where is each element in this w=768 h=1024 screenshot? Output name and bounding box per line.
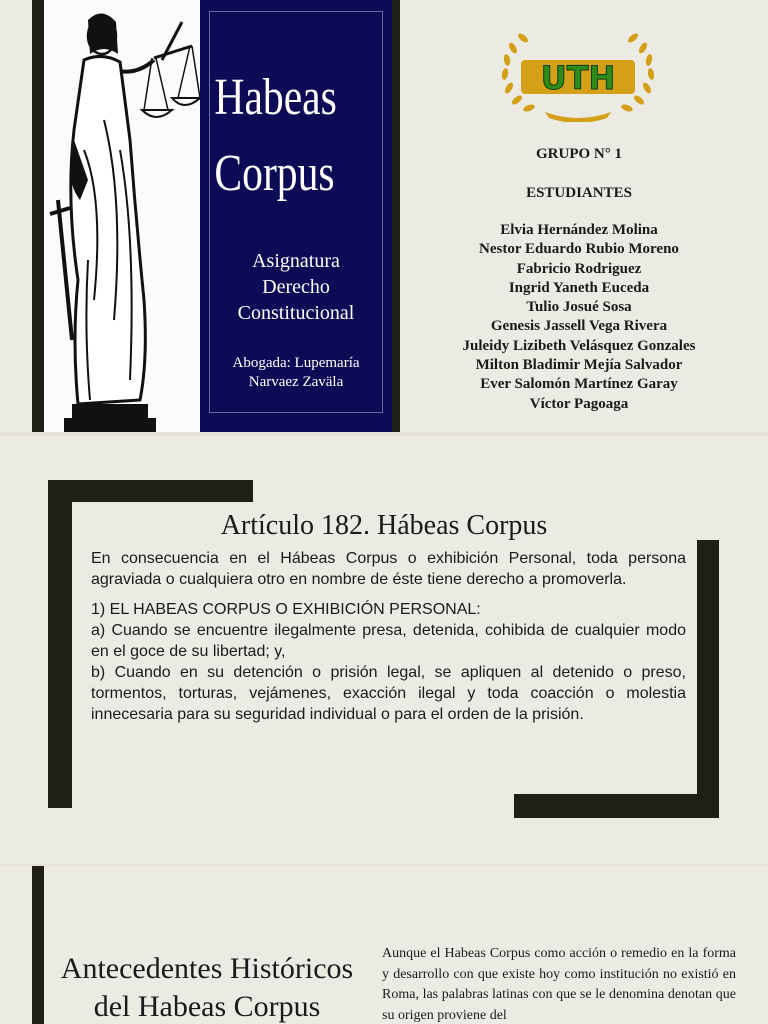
student-name: Tulio Josué Sosa — [526, 299, 632, 316]
lady-justice-icon — [44, 0, 200, 432]
students-heading: ESTUDIANTES — [526, 185, 632, 201]
article-title: Artículo 182. Hábeas Corpus — [220, 510, 548, 541]
student-name: Milton Bladimir Mejía Salvador — [475, 357, 683, 374]
student-name: Fabricio Rodriguez — [516, 260, 642, 277]
svg-text:UTH: UTH — [540, 59, 616, 97]
student-name: Genesis Jassell Vega Rivera — [490, 318, 668, 335]
student-name: Nestor Eduardo Rubio Moreno — [479, 241, 679, 258]
history-title-line-1: Antecedentes Históricos — [60, 952, 354, 985]
decorative-bar — [392, 0, 400, 432]
title-line-1: Habeas — [214, 69, 337, 126]
group-number: GRUPO N° 1 — [536, 146, 622, 162]
decorative-bar — [32, 866, 44, 1024]
lawyer-line-2: Narvaez Zaväla — [248, 374, 344, 390]
students-list — [420, 221, 738, 414]
title-line-2: Corpus — [214, 145, 335, 202]
history-slide — [0, 866, 768, 1024]
student-name: Víctor Pagoaga — [529, 395, 629, 412]
student-name: Ever Salomón Martínez Garay — [480, 376, 678, 393]
subject-line-1: Asignatura — [252, 250, 340, 272]
uth-logo — [495, 28, 661, 122]
student-name: Elvia Hernández Molina — [500, 222, 658, 238]
cover-slide — [0, 0, 768, 432]
article-point-b: b) Cuando en su detención o prisión legal, se apliquen al detenido o preso, tormentos, torturas, vejámenes, exacción ilegal y toda coacción o molestia innecesaria para su seguridad individual o para el orden de la prisión. — [91, 664, 686, 723]
student-name: Juleidy Lizibeth Velásquez Gonzales — [462, 337, 696, 354]
article-body — [91, 548, 686, 725]
frame-corner-bottom — [514, 794, 719, 818]
article-intro: En consecuencia en el Hábeas Corpus o exhibición Personal, toda persona agraviada o cualquiera otro en nombre de éste tiene derecho a promoverla. — [91, 550, 686, 588]
main-title — [200, 60, 354, 212]
lawyer-line-1: Abogada: Lupemaría — [232, 355, 360, 371]
frame-corner-right — [697, 540, 719, 818]
student-name: Ingrid Yaneth Euceda — [508, 279, 650, 296]
subject-line-2: Derecho — [262, 276, 330, 298]
justice-statue-image — [44, 0, 200, 432]
frame-corner-top — [48, 480, 253, 502]
history-body: Aunque el Habeas Corpus como acción o remedio en la forma y desarrollo con que existe hoy como institución no existió en Roma, las palabras latinas con que se le denomina denotan que su origen proviene del — [382, 946, 736, 1023]
lawyer — [200, 354, 392, 392]
history-title-line-2: del Habeas Corpus — [93, 990, 321, 1023]
article-point-a: a) Cuando se encuentre ilegalmente presa, detenida, cohibida de cualquier modo en el goce de su libertad; y, — [91, 622, 686, 660]
article-slide — [0, 436, 768, 864]
article-point-1: 1) EL HABEAS CORPUS O EXHIBICIÓN PERSONAL: — [91, 601, 481, 618]
title-panel — [200, 0, 392, 432]
subject-line-3: Constitucional — [237, 302, 355, 324]
decorative-bar — [32, 0, 44, 432]
history-title — [48, 950, 366, 1024]
subject — [200, 248, 392, 326]
group-info — [420, 144, 738, 414]
